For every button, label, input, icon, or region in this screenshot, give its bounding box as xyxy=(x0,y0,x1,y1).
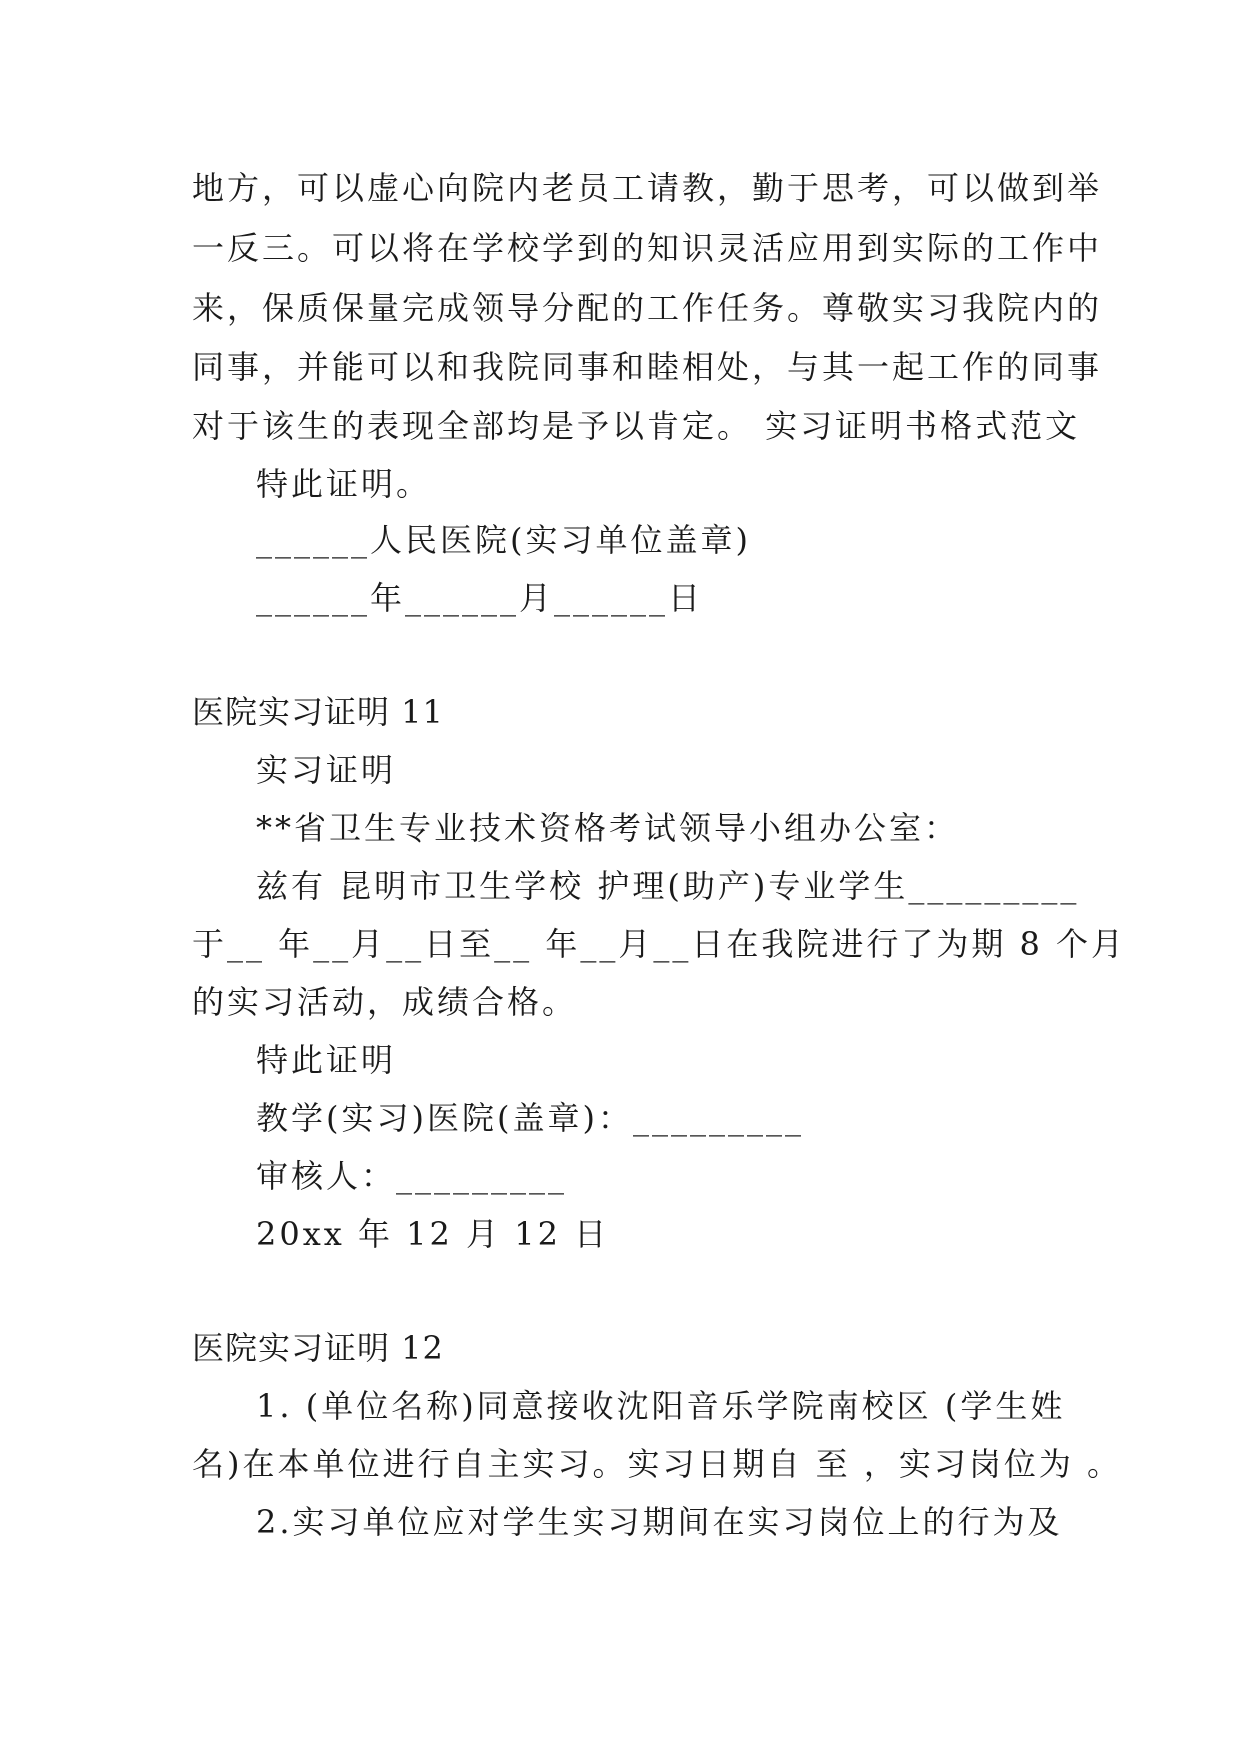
hospital-seal-line: ______人民医院(实习单位盖章) xyxy=(256,521,751,559)
paragraph-line: 2.实习单位应对学生实习期间在实习岗位上的行为及 xyxy=(256,1503,1063,1541)
paragraph-line: 地方，可以虚心向院内老员工请教，勤于思考，可以做到举 xyxy=(192,169,1103,207)
certificate-title: 实习证明 xyxy=(256,751,397,789)
hospital-seal-line: 教学(实习)医院(盖章)：_________ xyxy=(256,1099,804,1137)
paragraph-line: 的实习活动，成绩合格。 xyxy=(192,983,578,1021)
section-heading: 医院实习证明 12 xyxy=(192,1329,444,1367)
date-line: ______年______月______日 xyxy=(256,579,704,617)
recipient-line: **省卫生专业技术资格考试领导小组办公室： xyxy=(256,809,960,847)
paragraph-line: 同事，并能可以和我院同事和睦相处，与其一起工作的同事 xyxy=(192,348,1103,386)
section-heading: 医院实习证明 11 xyxy=(192,693,444,731)
paragraph-line: 1. (单位名称)同意接收沈阳音乐学院南校区 (学生姓 xyxy=(256,1387,1066,1425)
certification-statement: 特此证明。 xyxy=(256,465,432,503)
paragraph-line: 兹有 昆明市卫生学校 护理(助产)专业学生_________ xyxy=(256,867,1080,905)
paragraph-line: 来，保质保量完成领导分配的工作任务。尊敬实习我院内的 xyxy=(192,289,1103,327)
certification-statement: 特此证明 xyxy=(256,1041,397,1079)
paragraph-line: 一反三。可以将在学校学到的知识灵活应用到实际的工作中 xyxy=(192,229,1103,267)
paragraph-line: 名)在本单位进行自主实习。实习日期自 至 ，实习岗位为 。 xyxy=(192,1445,1123,1483)
reviewer-line: 审核人：_________ xyxy=(256,1157,568,1195)
paragraph-line: 对于该生的表现全部均是予以肯定。 实习证明书格式范文 xyxy=(192,407,1081,445)
date-line: 20xx 年 12 月 12 日 xyxy=(256,1215,610,1253)
paragraph-line: 于__ 年__月__日至__ 年__月__日在我院进行了为期 8 个月 xyxy=(192,925,1127,963)
